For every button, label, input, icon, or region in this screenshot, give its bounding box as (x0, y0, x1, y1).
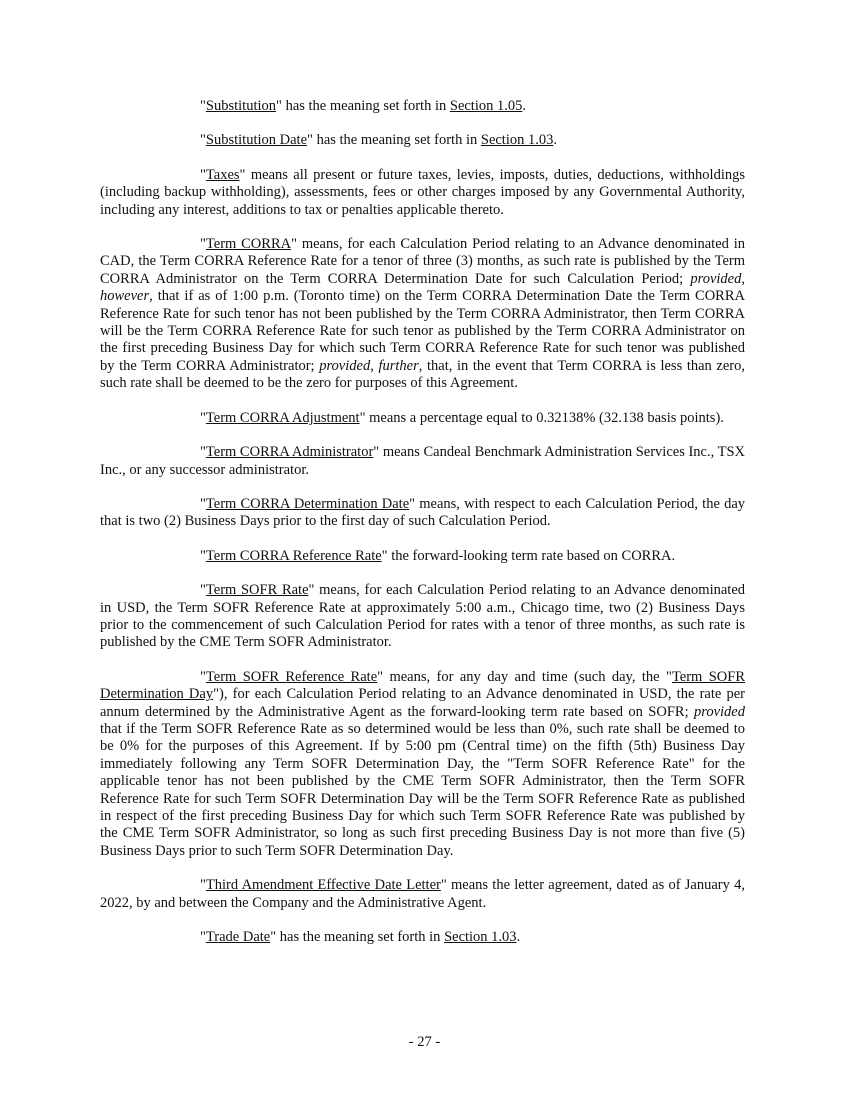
section-reference: Section 1.03 (480, 132, 554, 149)
defined-term: Substitution (205, 98, 277, 114)
definition-term-corra-administrator: "Term CORRA Administrator" means Candeal Benchmark Administration Services Inc., TSX Inc., or any successor administrator. (100, 444, 745, 478)
defined-term: Trade Date (205, 929, 271, 946)
definition-substitution: "Substitution" has the meaning set forth in Section 1.05. (200, 98, 526, 114)
section-reference: Section 1.05 (449, 98, 523, 114)
defined-term: Taxes (205, 166, 240, 183)
definition-taxes: "Taxes" means all present or future taxes, levies, imposts, duties, deductions, withholdings (including backup withholding), assessments, fees or other charges imposed by any Governmental Authority, including any interest, additions to tax or penalties applicable thereto. (100, 166, 745, 218)
definition-term-corra: "Term CORRA" means, for each Calculation Period relating to an Advance denominated in CAD, the Term CORRA Reference Rate for a tenor of three (3) months, as such rate is published by the Term CORRA Administrator on the Term CORRA Determination Date for such Calculation Period; provided, however, that if as of 1:00 p.m. (Toronto time) on the Term CORRA Determination Date the Term CORRA Reference Rate for such tenor has not been published by the Term CORRA Administrator, then Term CORRA will be the Term CORRA Reference Rate for such tenor as published by the Term CORRA Administrator on the first preceding Business Day for which such Term CORRA Reference Rate for such tenor was published by the Term CORRA Administrator; provided, further, that, in the event that Term CORRA is less than zero, such rate shall be deemed to be the zero for purposes of this Agreement. (100, 236, 745, 392)
definition-trade-date: "Trade Date" has the meaning set forth in Section 1.03. (200, 929, 521, 946)
definition-third-amendment-letter: "Third Amendment Effective Date Letter" means the letter agreement, dated as of January 4, 2022, by and between the Company and the Administrative Agent. (100, 877, 745, 911)
definition-term-corra-determination-date: "Term CORRA Determination Date" means, with respect to each Calculation Period, the day that is two (2) Business Days prior to the first day of such Calculation Period. (100, 495, 746, 530)
defined-term: Term CORRA Reference Rate (205, 547, 382, 564)
document-body (100, 98, 745, 963)
defined-term: Term CORRA Determination Date (205, 495, 410, 512)
defined-term: Term CORRA Administrator (205, 444, 374, 461)
page-number: - 27 - (408, 1034, 441, 1050)
definition-term-corra-reference-rate: "Term CORRA Reference Rate" the forward-looking term rate based on CORRA. (200, 547, 676, 564)
definition-term-sofr-reference-rate: "Term SOFR Reference Rate" means, for any day and time (such day, the "Term SOFR Determination Day"), for each Calculation Period relating to an Advance denominated in USD, the rate per annum determined by the Administrative Agent as the forward-looking term rate based on SOFR; provided that if the Term SOFR Reference Rate as so determined would be less than 0%, such rate shall be deemed to be 0% for the purposes of this Agreement. If by 5:00 pm (Central time) on the fifth (5th) Business Day immediately following any Term SOFR Determination Day, the "Term SOFR Reference Rate" for the applicable tenor has not been published by the CME Term SOFR Administrator, then the Term SOFR Reference Rate for such Term SOFR Determination Day will be the Term SOFR Reference Rate as published in respect of the first preceding Business Day for which such Term SOFR Reference Rate was published by the CME Term SOFR Administrator, so long as such first preceding Business Day is not more than five (5) Business Days prior to such Term SOFR Determination Day. (100, 668, 746, 859)
definition-term-sofr-rate: "Term SOFR Rate" means, for each Calculation Period relating to an Advance denominated in USD, the Term SOFR Reference Rate at approximately 5:00 a.m., Chicago time, two (2) Business Days prior to the commencement of such Calculation Period for rates with a tenor of three months, as such rate is published by the CME Term SOFR Administrator. (100, 582, 746, 651)
defined-term: Term SOFR Reference Rate (205, 668, 378, 685)
defined-term: Term CORRA Adjustment (205, 409, 360, 426)
definition-substitution-date: "Substitution Date" has the meaning set forth in Section 1.03. (200, 132, 557, 149)
defined-term: Substitution Date (205, 132, 308, 149)
defined-term: Term CORRA (205, 236, 292, 253)
defined-term: Term SOFR Rate (205, 582, 309, 599)
definition-term-corra-adjustment: "Term CORRA Adjustment" means a percentage equal to 0.32138% (32.138 basis points). (200, 409, 724, 426)
section-reference: Section 1.03 (444, 929, 517, 946)
defined-term: Third Amendment Effective Date Letter (205, 877, 441, 894)
defined-term-inline: Term SOFR Determination Day (100, 668, 746, 703)
